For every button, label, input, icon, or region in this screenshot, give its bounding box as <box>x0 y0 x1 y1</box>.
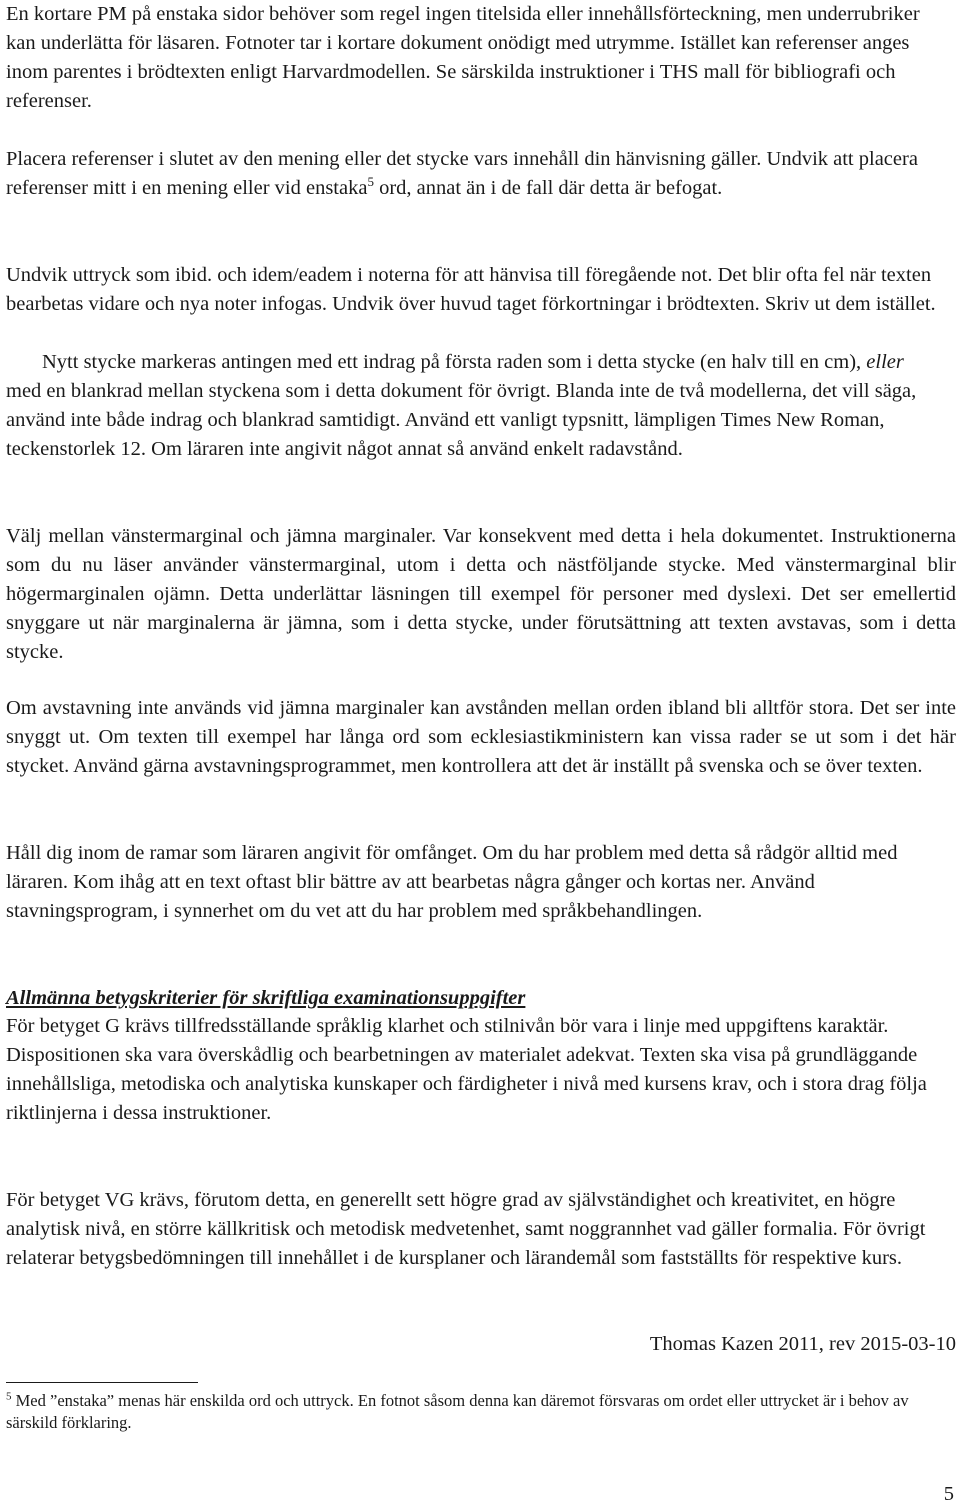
paragraph-new-paragraph <box>6 348 936 464</box>
paragraph-new-paragraph-text: Nytt stycke markeras antingen med ett indrag på första raden som i detta stycke (en halv till en cm), <box>42 351 867 373</box>
footnote-marker: 5 <box>367 174 374 190</box>
author-signature: Thomas Kazen 2011, rev 2015-03-10 <box>649 1333 956 1355</box>
paragraph-new-paragraph-text-end: med en blankrad mellan styckena som i detta dokument för övrigt. Blanda inte de två modellerna, det vill säga, använd inte både indrag och blankrad samtidigt. Använd ett vanligt typsnitt, lämpligen Times New Roman, teckenstorlek 12. Om läraren inte angivit något annat så använd enkelt radavstånd. <box>6 380 917 460</box>
paragraph-margins: Välj mellan vänstermarginal och jämna marginaler. Var konsekvent med detta i hela dokumentet. Instruktionerna som du nu läser använder vänstermarginal, utom i detta och nästföljande stycke. Med vänstermarginal blir högermarginalen ojämn. Detta underlättar läsningen till exempel för personer med dyslexi. Det ser emellertid snyggare ut när marginalerna är jämna, som i detta stycke, under förutsättning att texten avstavas, som i detta stycke. <box>6 525 956 663</box>
paragraph-scope: Håll dig inom de ramar som läraren angivit för omfånget. Om du har problem med detta så rådgör alltid med läraren. Kom ihåg att en text oftast blir bättre av att bearbetas några gånger och kortas ner. Använd stavningsprogram, i synnerhet om du vet att du har problem med språkbehandlingen. <box>6 842 898 922</box>
footnote <box>6 1390 946 1434</box>
footnote-number: 5 <box>6 1390 12 1403</box>
footnote-text: Med ”enstaka” menas här enskilda ord och uttryck. En fotnot såsom denna kan däremot försvaras om ordet eller uttrycket är i behov av särskild förklaring. <box>6 1391 909 1432</box>
section-heading-grading: Allmänna betygskriterier för skriftliga examinationsuppgifter <box>6 987 526 1009</box>
paragraph-grade-vg: För betyget VG krävs, förutom detta, en generellt sett högre grad av självständighet och kreativitet, en högre analytisk nivå, en större källkritisk och metodisk medvetenhet, samt noggrannhet vad gäller formalia. För övrigt relaterar betygsbedömningen till innehållet i de kursplaner och lärandemål som fastställts för respektive kurs. <box>6 1189 926 1269</box>
paragraph-grade-g: För betyget G krävs tillfredsställande språklig klarhet och stilnivån bör vara i linje med uppgiftens karaktär. Dispositionen ska vara överskådlig och bearbetningen av materialet adekvat. Texten ska visa på grundläggande innehållsliga, metodiska och analytiska kunskaper och färdigheter i nivå med kursens krav, och i stora drag följa riktlinjerna i dessa instruktioner. <box>6 1015 927 1124</box>
footnote-separator <box>6 1382 198 1383</box>
paragraph-reference-placement-text: Placera referenser i slutet av den mening eller det stycke vars innehåll din hänvisning gäller. Undvik att placera referenser mitt i en mening eller vid enstaka <box>6 148 918 199</box>
paragraph-reference-placement <box>6 145 941 203</box>
emphasis-eller: eller <box>866 351 904 373</box>
page-number: 5 <box>943 1483 954 1505</box>
paragraph-avoid-ibid: Undvik uttryck som ibid. och idem/eadem i noterna för att hänvisa till föregående not. Det blir ofta fel när texten bearbetas vidare och nya noter infogas. Undvik över huvud taget förkortningar i brödtexten. Skriv ut dem istället. <box>6 264 936 315</box>
paragraph-hyphenation: Om avstavning inte används vid jämna marginaler kan avstånden mellan orden ibland bli alltför stora. Det ser inte snyggt ut. Om texten till exempel har långa ord som ecklesiastikministern kan vissa rader se ut som i det här stycket. Använd gärna avstavningsprogrammet, men kontrollera att det är inställt på svenska och se över texten. <box>6 697 956 777</box>
paragraph-pm-structure: En kortare PM på enstaka sidor behöver som regel ingen titelsida eller innehållsförteckning, men underrubriker kan underlätta för läsaren. Fotnoter tar i kortare dokument onödigt med utrymme. Istället kan referenser anges inom parentes i brödtexten enligt Harvardmodellen. Se särskilda instruktioner i THS mall för bibliografi och referenser. <box>6 3 920 112</box>
paragraph-reference-placement-text-end: ord, annat än i de fall där detta är befogat. <box>373 177 723 199</box>
